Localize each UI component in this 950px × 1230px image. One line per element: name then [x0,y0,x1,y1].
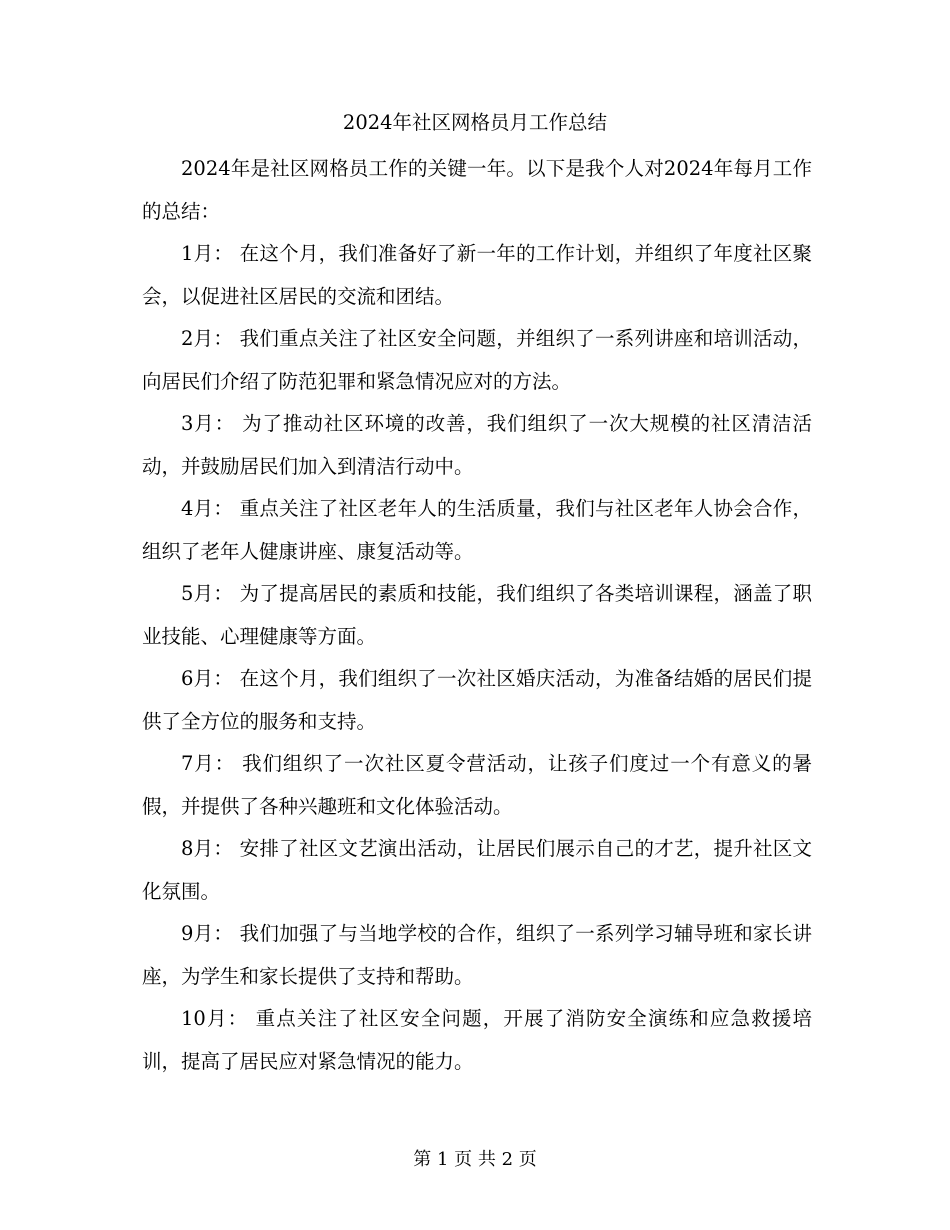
document-body [142,148,812,1083]
document-title: 2024年社区网格员月工作总结 [342,111,608,134]
paragraph-september: 9月： 我们加强了与当地学校的合作，组织了一系列学习辅导班和家长讲座，为学生和家长提供了支持和帮助。 [142,922,812,988]
paragraph-june: 6月： 在这个月，我们组织了一次社区婚庆活动，为准备结婚的居民们提供了全方位的服务和支持。 [142,667,812,733]
paragraph-july: 7月： 我们组织了一次社区夏令营活动，让孩子们度过一个有意义的暑假，并提供了各种兴趣班和文化体验活动。 [142,752,812,818]
paragraph-march: 3月： 为了推动社区环境的改善，我们组织了一次大规模的社区清洁活动，并鼓励居民们加入到清洁行动中。 [142,412,812,478]
paragraph-may: 5月： 为了提高居民的素质和技能，我们组织了各类培训课程，涵盖了职业技能、心理健康等方面。 [142,582,812,648]
paragraph-april: 4月： 重点关注了社区老年人的生活质量，我们与社区老年人协会合作，组织了老年人健康讲座、康复活动等。 [142,497,812,563]
paragraph-october: 10月： 重点关注了社区安全问题，开展了消防安全演练和应急救援培训，提高了居民应对紧急情况的能力。 [142,1007,812,1073]
paragraph-january: 1月： 在这个月，我们准备好了新一年的工作计划，并组织了年度社区聚会，以促进社区居民的交流和团结。 [142,242,812,308]
paragraph-february: 2月： 我们重点关注了社区安全问题，并组织了一系列讲座和培训活动，向居民们介绍了防范犯罪和紧急情况应对的方法。 [142,327,812,393]
paragraph-august: 8月： 安排了社区文艺演出活动，让居民们展示自己的才艺，提升社区文化氛围。 [142,837,812,903]
intro-paragraph: 2024年是社区网格员工作的关键一年。以下是我个人对2024年每月工作的总结： [142,157,812,223]
page-footer: 第 1 页 共 2 页 [413,1149,537,1170]
